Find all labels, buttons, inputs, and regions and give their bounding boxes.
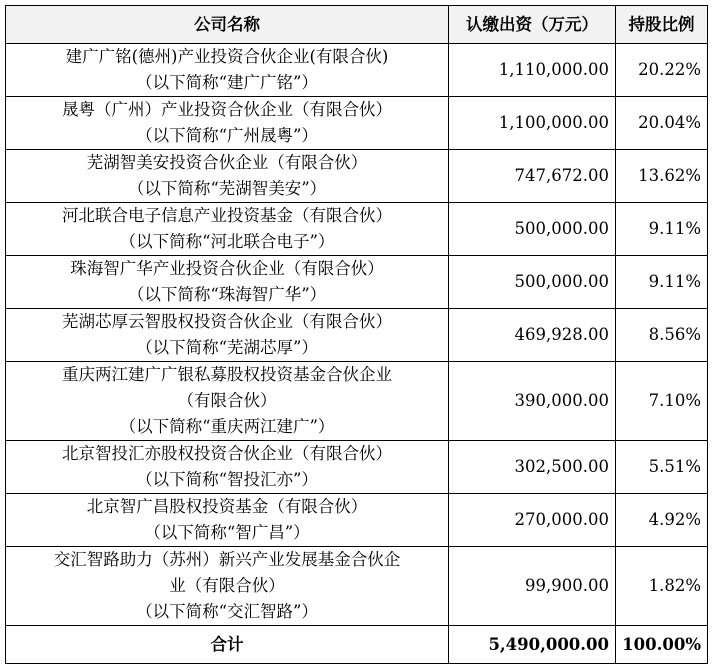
ratio-cell: 9.11% (616, 256, 708, 309)
table-body (6, 44, 708, 664)
header-shareholding-ratio: 持股比例 (616, 6, 708, 44)
total-row (6, 626, 708, 664)
company-short-name-line: （以下简称“交汇智路”） (136, 602, 318, 621)
company-name-cell (6, 150, 449, 203)
table-row (6, 362, 708, 441)
amount-cell: 390,000.00 (449, 362, 616, 441)
amount-cell: 1,100,000.00 (449, 97, 616, 150)
header-row (6, 6, 708, 44)
ratio-cell: 4.92% (616, 494, 708, 547)
amount-cell: 1,110,000.00 (449, 44, 616, 97)
company-name-line: 芜湖芯厚云智股权投资合伙企业（有限合伙） (62, 312, 392, 331)
company-name-line: 河北联合电子信息产业投资基金（有限合伙） (62, 206, 392, 225)
amount-cell: 500,000.00 (449, 203, 616, 256)
shareholder-table (5, 5, 708, 664)
ratio-cell: 20.22% (616, 44, 708, 97)
ratio-cell: 8.56% (616, 309, 708, 362)
ratio-cell: 5.51% (616, 441, 708, 494)
company-short-name-line: （以下简称“芜湖智美安”） (127, 179, 327, 198)
company-name-cell (6, 494, 449, 547)
ratio-cell: 7.10% (616, 362, 708, 441)
table-row (6, 494, 708, 547)
ratio-cell: 20.04% (616, 97, 708, 150)
company-name-cell (6, 44, 449, 97)
ratio-cell: 13.62% (616, 150, 708, 203)
company-short-name-line: （以下简称“芜湖芯厚”） (136, 338, 318, 357)
amount-cell: 469,928.00 (449, 309, 616, 362)
company-short-name-line: （以下简称“河北联合电子”） (119, 232, 335, 251)
ratio-cell: 9.11% (616, 203, 708, 256)
company-short-name-line: （以下简称“智投汇亦”） (136, 470, 318, 489)
company-short-name-line: （以下简称“广州晟粤”） (136, 126, 318, 145)
company-name-line: 晟粤（广州）产业投资合伙企业（有限合伙） (62, 100, 392, 119)
company-short-name-line: （以下简称“重庆两江建广”） (119, 417, 335, 436)
amount-cell: 302,500.00 (449, 441, 616, 494)
company-name-line: 重庆两江建广广银私募股权投资基金合伙企业 (62, 365, 392, 384)
table-row (6, 256, 708, 309)
table-row (6, 203, 708, 256)
company-name-line: 交汇智路助力（苏州）新兴产业发展基金合伙企 (53, 550, 401, 569)
company-name-line: 芜湖智美安投资合伙企业（有限合伙） (86, 153, 368, 172)
company-short-name-line: （以下简称“建广广铭”） (136, 73, 318, 92)
company-name-line: 建广广铭(德州)产业投资合伙企业(有限合伙) (65, 47, 389, 66)
total-ratio: 100.00% (616, 626, 708, 664)
table-row (6, 150, 708, 203)
table-row (6, 44, 708, 97)
amount-cell: 500,000.00 (449, 256, 616, 309)
company-name-cell (6, 441, 449, 494)
header-company-name: 公司名称 (6, 6, 449, 44)
amount-cell: 747,672.00 (449, 150, 616, 203)
company-name-line-continued: （有限合伙） (177, 391, 277, 410)
table-row (6, 309, 708, 362)
company-name-cell (6, 97, 449, 150)
table-row (6, 547, 708, 626)
amount-cell: 99,900.00 (449, 547, 616, 626)
company-name-line: 北京智投汇亦股权投资合伙企业（有限合伙） (62, 444, 392, 463)
company-short-name-line: （以下简称“智广昌”） (144, 523, 310, 542)
company-name-cell (6, 547, 449, 626)
company-name-line: 北京智广昌股权投资基金（有限合伙） (86, 497, 368, 516)
company-name-cell (6, 203, 449, 256)
company-name-cell (6, 362, 449, 441)
company-name-line-continued: 业（有限合伙） (169, 576, 285, 595)
table-row (6, 97, 708, 150)
company-name-cell (6, 309, 449, 362)
ratio-cell: 1.82% (616, 547, 708, 626)
total-label: 合计 (6, 626, 449, 664)
company-name-line: 珠海智广华产业投资合伙企业（有限合伙） (70, 259, 384, 278)
total-amount: 5,490,000.00 (449, 626, 616, 664)
table-row (6, 441, 708, 494)
company-name-cell (6, 256, 449, 309)
header-subscribed-amount: 认缴出资（万元） (449, 6, 616, 44)
company-short-name-line: （以下简称“珠海智广华”） (127, 285, 327, 304)
amount-cell: 270,000.00 (449, 494, 616, 547)
